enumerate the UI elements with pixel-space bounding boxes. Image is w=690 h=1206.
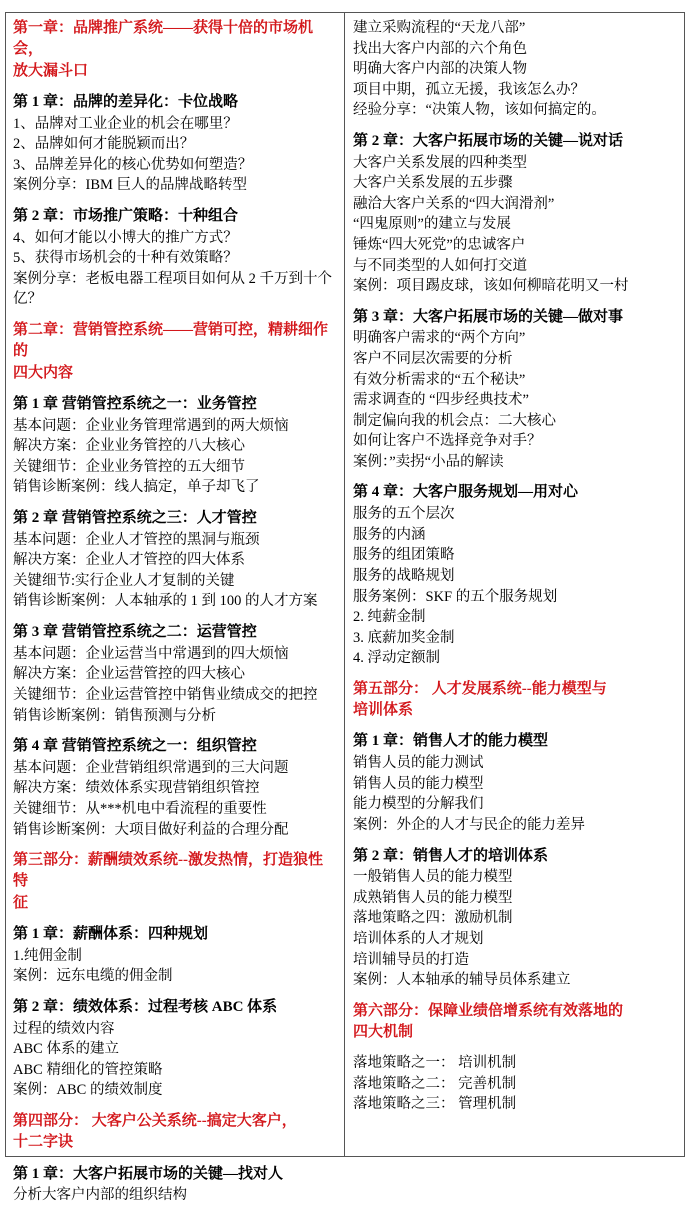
- list-item: 服务的内涵: [353, 526, 426, 543]
- list-item: 服务的战略规划: [353, 567, 455, 584]
- part-heading-line: 十二字诀: [13, 1134, 74, 1151]
- list-item: 销售诊断案例：人本轴承的 1 到 100 的人才方案: [13, 593, 318, 610]
- list-item: 服务的五个层次: [353, 506, 455, 523]
- part-heading: [353, 1001, 677, 1044]
- list-item: 分析大客户内部的组织结构: [13, 1187, 187, 1204]
- chapter-heading: 第 4 章 营销管控系统之一：组织管控: [13, 738, 257, 755]
- list-item: 落地策略之二： 完善机制: [353, 1075, 517, 1092]
- list-item: 基本问题：企业业务管理常遇到的两大烦恼: [13, 417, 289, 434]
- chapter-block: [13, 997, 336, 1101]
- list-item: 有效分析需求的“五个秘诀”: [353, 371, 526, 388]
- list-item: 经验分享：“决策人物，该如何搞定的。: [353, 102, 606, 119]
- chapter-block: [13, 92, 336, 196]
- list-item: 建立采购流程的“天龙八部”: [353, 20, 526, 36]
- left-column: [5, 12, 345, 1204]
- list-item: 解决方案：绩效体系实现营销组织管控: [13, 780, 260, 797]
- list-item: 2、品牌如何才能脱颖而出？: [13, 136, 195, 153]
- list-item: 需求调查的 “四步经典技术”: [353, 392, 529, 409]
- chapter-heading: 第 2 章：销售人才的培训体系: [353, 847, 549, 864]
- list-item: 1、品牌对工业企业的机会在哪里？: [13, 115, 238, 132]
- list-item: 3、品牌差异化的核心优势如何塑造？: [13, 156, 253, 173]
- list-item: 解决方案：企业运营管控的四大核心: [13, 666, 245, 683]
- chapter-block: [353, 482, 677, 668]
- list-item: 案例：外企的人才与民企的能力差异: [353, 816, 585, 833]
- list-item: 解决方案：企业人才管控的四大体系: [13, 552, 245, 569]
- part-heading-line: 第四部分： 大客户公关系统--搞定大客户，: [13, 1113, 297, 1130]
- list-item: 案例：”卖拐“小品的解读: [353, 453, 504, 470]
- list-item: 锤炼“四大死党”的忠诚客户: [353, 236, 526, 253]
- list-item: 找出大客户内部的六个角色: [353, 40, 527, 57]
- chapter-heading: 第 2 章：市场推广策略：十种组合: [13, 207, 239, 224]
- list-item: 明确大客户内部的决策人物: [353, 61, 527, 78]
- chapter-block: [353, 307, 677, 473]
- list-item: 案例：ABC 的绩效制度: [13, 1082, 163, 1099]
- list-item: 亿？: [13, 291, 42, 308]
- list-item: 成熟销售人员的能力模型: [353, 889, 513, 906]
- list-item: ABC 精细化的管控策略: [13, 1061, 163, 1078]
- list-item: 销售诊断案例：大项目做好利益的合理分配: [13, 821, 289, 838]
- two-column-layout: [5, 12, 685, 1204]
- list-item: 4. 浮动定额制: [353, 650, 440, 667]
- chapter-heading: 第 4 章：大客户服务规划—用对心: [353, 484, 579, 501]
- list-item: 基本问题：企业运营当中常遇到的四大烦恼: [13, 645, 289, 662]
- list-item: 融洽大客户关系的“四大润滑剂”: [353, 195, 555, 212]
- part-heading: [13, 850, 336, 914]
- chapter-block: [13, 924, 336, 987]
- chapter-heading: 第 1 章 营销管控系统之一：业务管控: [13, 395, 257, 412]
- list-item: 关键细节：企业运营管控中销售业绩成交的把控: [13, 686, 318, 703]
- chapter-block: [353, 846, 677, 991]
- chapter-block: [13, 622, 336, 726]
- list-item: 大客户关系发展的五步骤: [353, 175, 513, 192]
- list-item: 落地策略之一： 培训机制: [353, 1055, 517, 1072]
- list-item: 5、获得市场机会的十种有效策略？: [13, 250, 238, 267]
- list-item: 培训体系的人才规划: [353, 931, 484, 947]
- list-item: 销售人员的能力测试: [353, 755, 484, 772]
- part-heading: [13, 320, 336, 384]
- list-item: 基本问题：企业人才管控的黑洞与瓶颈: [13, 531, 260, 548]
- list-item: 基本问题：企业营销组织常遇到的三大问题: [13, 759, 289, 776]
- part-heading-line: 放大漏斗口: [13, 62, 89, 79]
- list-item: 销售诊断案例：销售预测与分析: [13, 707, 216, 724]
- list-item: 案例：项目踢皮球，该如何柳暗花明又一村: [353, 278, 629, 295]
- list-item: 落地策略之三： 管理机制: [353, 1096, 517, 1113]
- part-heading: [13, 18, 336, 82]
- list-item: 4、如何才能以小博大的推广方式？: [13, 229, 238, 246]
- right-column: [345, 12, 685, 1157]
- part-heading-line: 第五部分： 人才发展系统--能力模型与: [353, 680, 607, 697]
- part-heading-line: 四大机制: [353, 1024, 414, 1041]
- list-item: 销售诊断案例：线人搞定，单子却飞了: [13, 479, 260, 496]
- list-item: 案例分享：老板电器工程项目如何从 2 千万到十个: [13, 270, 332, 287]
- list-item: 关键细节:实行企业人才复制的关键: [13, 572, 235, 589]
- list-item: 制定偏向我的机会点：二大核心: [353, 412, 556, 429]
- chapter-heading: 第 2 章：绩效体系：过程考核 ABC 体系: [13, 998, 278, 1015]
- list-item: 如何让客户不选择竞争对手？: [353, 433, 542, 450]
- list-item: ABC 体系的建立: [13, 1041, 119, 1058]
- chapter-heading: 第 1 章：薪酬体系：四种规划: [13, 926, 209, 943]
- plain-block: [353, 1053, 677, 1115]
- list-item: 案例：人本轴承的辅导员体系建立: [353, 972, 571, 989]
- part-heading: [13, 1111, 336, 1154]
- part-heading-line: 培训体系: [353, 702, 414, 719]
- list-item: 培训辅导员的打造: [353, 951, 469, 968]
- chapter-heading: 第 2 章：大客户拓展市场的关键—说对话: [353, 132, 624, 149]
- list-item: 大客户关系发展的四种类型: [353, 154, 527, 171]
- part-heading: [353, 679, 677, 722]
- list-item: 案例：远东电缆的佣金制: [13, 968, 173, 985]
- chapter-heading: 第 1 章：品牌的差异化：卡位战略: [13, 93, 239, 110]
- part-heading-line: 第一章：品牌推广系统——获得十倍的市场机会，: [13, 20, 314, 58]
- list-item: 3. 底薪加奖金制: [353, 629, 455, 646]
- chapter-heading: 第 1 章：大客户拓展市场的关键—找对人: [13, 1165, 284, 1182]
- list-item: 过程的绩效内容: [13, 1020, 115, 1037]
- list-item: 与不同类型的人如何打交道: [353, 257, 527, 274]
- list-item: 服务的组团策略: [353, 547, 455, 564]
- list-item: 落地策略之四：激励机制: [353, 910, 513, 927]
- chapter-block: [353, 731, 677, 835]
- list-item: 服务案例：SKF 的五个服务规划: [353, 588, 558, 605]
- list-item: 销售人员的能力模型: [353, 775, 484, 792]
- chapter-heading: 第 3 章 营销管控系统之二：运营管控: [13, 624, 257, 641]
- list-item: 2. 纯薪金制: [353, 609, 426, 626]
- list-item: 解决方案：企业业务管控的八大核心: [13, 438, 245, 455]
- chapter-block: [13, 394, 336, 498]
- part-heading-line: 第六部分：保障业绩倍增系统有效落地的: [353, 1002, 624, 1019]
- continuation-block: [353, 18, 677, 121]
- chapter-block: [13, 508, 336, 612]
- chapter-heading: 第 1 章：销售人才的能力模型: [353, 733, 549, 750]
- part-heading-line: 四大内容: [13, 364, 74, 381]
- part-heading-line: 第二章：营销管控系统——营销可控，精耕细作的: [13, 322, 329, 360]
- chapter-heading: 第 3 章：大客户拓展市场的关键—做对事: [353, 308, 624, 325]
- chapter-block: [13, 736, 336, 840]
- list-item: 关键细节：企业业务管控的五大细节: [13, 458, 245, 475]
- list-item: “四鬼原则”的建立与发展: [353, 216, 511, 233]
- list-item: 明确客户需求的“两个方向”: [353, 330, 526, 347]
- list-item: 1.纯佣金制: [13, 947, 82, 964]
- list-item: 关键细节：从***机电中看流程的重要性: [13, 801, 267, 817]
- list-item: 项目中期，孤立无援，我该怎么办？: [353, 81, 585, 98]
- part-heading-line: 第三部分：薪酬绩效系统--激发热情，打造狼性特: [13, 852, 323, 890]
- part-heading-line: 征: [13, 894, 29, 911]
- list-item: 案例分享：IBM 巨人的品牌战略转型: [13, 177, 248, 194]
- list-item: 能力模型的分解我们: [353, 796, 484, 813]
- chapter-block: [353, 131, 677, 297]
- chapter-block: [13, 206, 336, 310]
- list-item: 一般销售人员的能力模型: [353, 869, 513, 886]
- chapter-heading: 第 2 章 营销管控系统之三：人才管控: [13, 509, 257, 526]
- list-item: 客户不同层次需要的分析: [353, 351, 513, 368]
- chapter-block: [13, 1164, 336, 1206]
